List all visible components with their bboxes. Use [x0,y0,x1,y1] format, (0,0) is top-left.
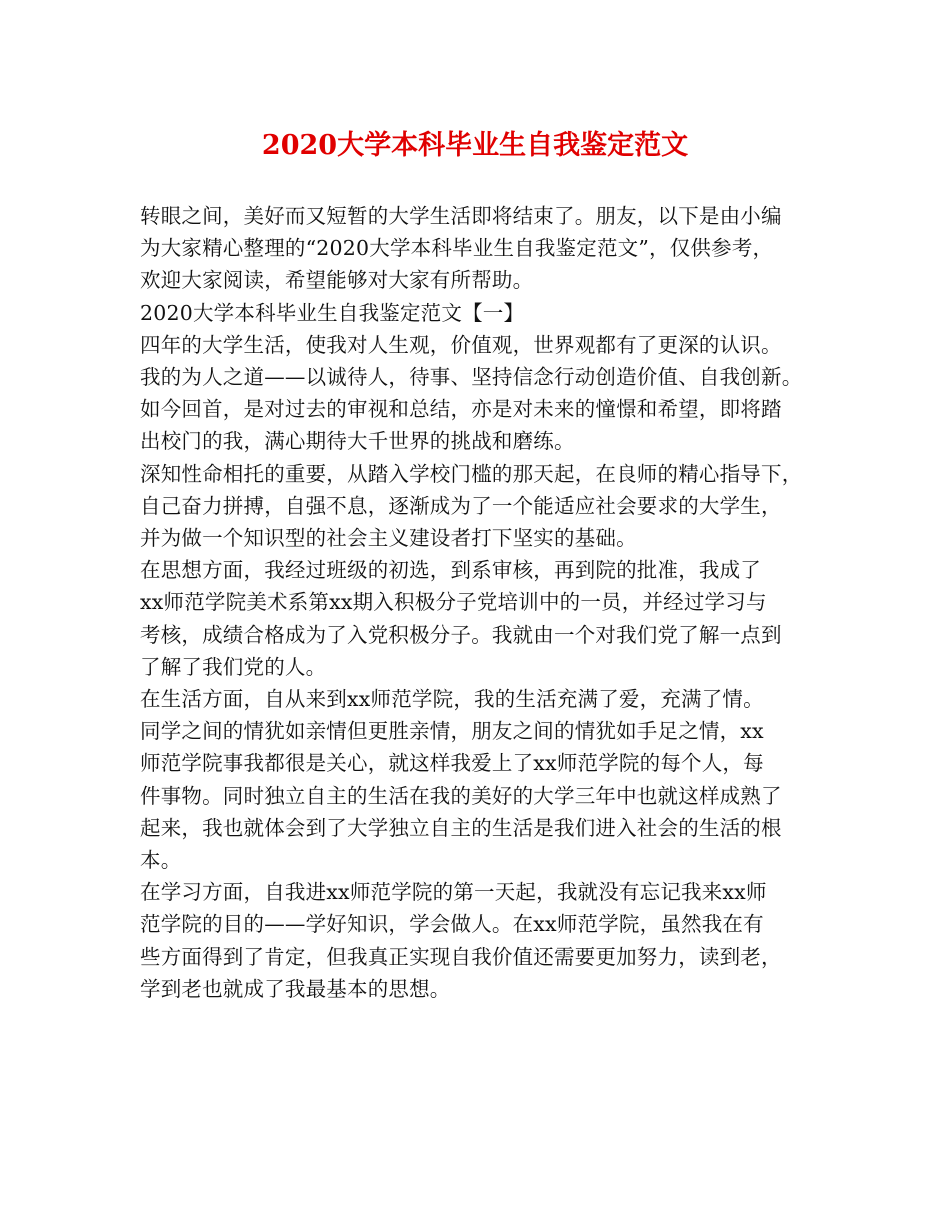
text-line: 并为做一个知识型的社会主义建设者打下坚实的基础。 [140,526,637,551]
text-line: 我的为人之道——以诚待人，待事、坚持信念行动创造价值、自我创新。 [140,365,803,390]
text-line: 件事物。同时独立自主的生活在我的美好的大学三年中也就这样成熟了 [140,783,782,808]
text-line: 转眼之间，美好而又短暂的大学生活即将结束了。朋友，以下是由小编 [140,204,782,228]
text-line: 了解了我们党的人。 [140,654,327,679]
text-line: 学到老也就成了我最基本的思想。 [140,976,451,1001]
text-line: 出校门的我，满心期待大千世界的挑战和磨练。 [140,429,575,454]
section-heading: 2020大学本科毕业生自我鉴定范文【一】 [140,300,525,325]
text-line: 如今回首，是对过去的审视和总结，亦是对未来的憧憬和希望，即将踏 [140,397,782,422]
text-line: 同学之间的情犹如亲情但更胜亲情，朋友之间的情犹如手足之情，xx [140,719,764,744]
text-line: 在生活方面，自从来到xx师范学院，我的生活充满了爱，充满了情。 [140,687,764,712]
text-line: 为大家精心整理的“2020大学本科毕业生自我鉴定范文”，仅供参考， [140,236,774,261]
text-line: 四年的大学生活，使我对人生观，价值观，世界观都有了更深的认识。 [140,332,782,357]
text-line: 在学习方面，自我进xx师范学院的第一天起，我就没有忘记我来xx师 [140,880,767,905]
text-line: 深知性命相托的重要，从踏入学校门槛的那天起，在良师的精心指导下， [140,461,803,486]
text-line: 在思想方面，我经过班级的初选，到系审核，再到院的批准，我成了 [140,558,761,583]
text-line: 师范学院事我都很是关心，就这样我爱上了xx师范学院的每个人，每 [140,751,764,776]
page-title: 2020大学本科毕业生自我鉴定范文 [261,130,689,161]
text-line: 些方面得到了肯定，但我真正实现自我价值还需要更加努力，读到老， [140,944,782,969]
text-line: 欢迎大家阅读，希望能够对大家有所帮助。 [140,268,534,293]
text-line: 考核，成绩合格成为了入党积极分子。我就由一个对我们党了解一点到 [140,622,782,647]
text-line: 范学院的目的——学好知识，学会做人。在xx师范学院，虽然我在有 [140,912,764,937]
text-line: 自己奋力拼搏，自强不息，逐渐成为了一个能适应社会要求的大学生， [140,493,782,518]
text-line: 起来，我也就体会到了大学独立自主的生活是我们进入社会的生活的根 [140,815,782,840]
document-body [140,200,840,1005]
text-line: 本。 [140,848,182,873]
text-line: xx师范学院美术系第xx期入积极分子党培训中的一员，并经过学习与 [140,590,767,615]
